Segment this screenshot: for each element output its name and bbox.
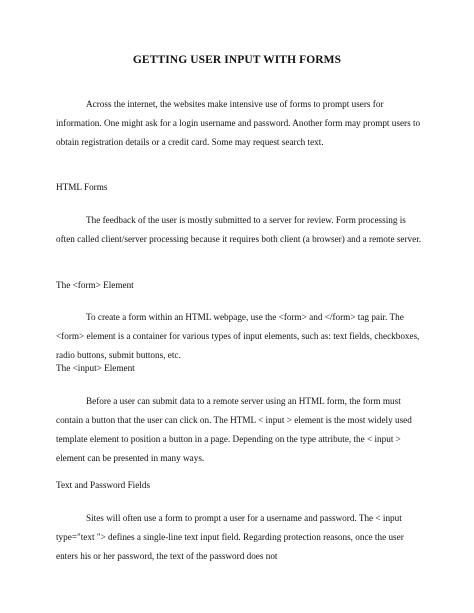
html-forms-paragraph: The feedback of the user is mostly submitted to a server for review. Form processing is often called client/server processing because it requires both client (a browser) and a remote server.	[56, 215, 422, 244]
document-title: GETTING USER INPUT WITH FORMS	[132, 54, 342, 66]
heading-form-element: The <form> Element	[56, 280, 134, 290]
heading-html-forms: HTML Forms	[56, 182, 108, 192]
form-element-paragraph: To create a form within an HTML webpage, use the <form> and </form> tag pair. The <form> element is a container for various types of input elements, such as: text fields, checkboxes, radio buttons, submit buttons, etc.	[56, 312, 420, 360]
input-element-paragraph: Before a user can submit data to a remote server using an HTML form, the form must contain a button that the user can click on. The HTML < input > element is the most widely used template element to position a button in a page. Depending on the type attribute, the < input > element can be presented in many ways.	[56, 396, 412, 463]
text-password-paragraph: Sites will often use a form to prompt a user for a username and password. The < input type="text "> defines a single-line text input field. Regarding protection reasons, once the user enters his or her password, the text of the password does not	[56, 513, 404, 561]
intro-paragraph: Across the internet, the websites make intensive use of forms to prompt users for information. One might ask for a login username and password. Another form may prompt users to obtain registration details or a credit card. Some may request search text.	[56, 99, 421, 147]
heading-text-password-fields: Text and Password Fields	[56, 480, 151, 490]
heading-input-element: The <input> Element	[56, 363, 135, 373]
